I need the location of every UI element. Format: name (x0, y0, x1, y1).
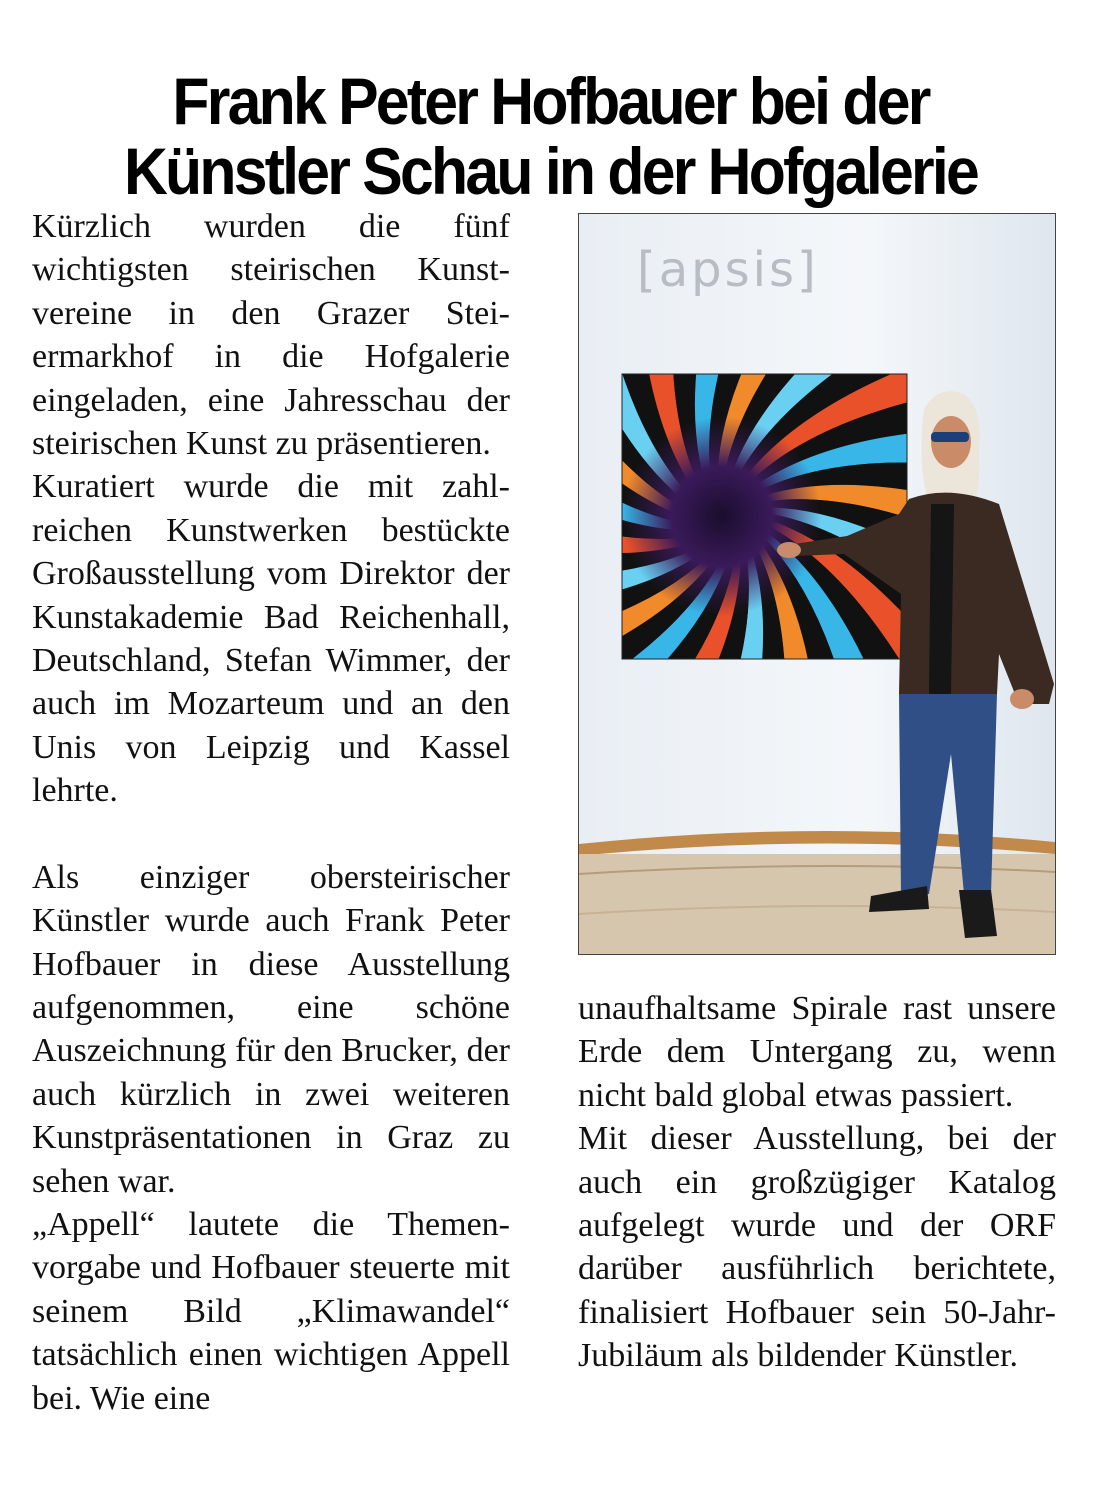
paragraph-catalog: Mit dieser Ausstellung, bei der auch ein großzügiger Katalog aufgelegt wurde und der ORF darüber ausführlich berichtete, finalisiert Hofbauer sein 50-Jahr-Jubiläum als bildender Künstler. (578, 1120, 1056, 1375)
photo-illustration (579, 214, 1055, 954)
paragraph-appell: „Appell“ lautete die Themenvorgabe und Hofbauer steuerte mit seinem Bild „Klimawandel“ tatsächlich einen wichtigen Appell bei. Wie eine (32, 1205, 510, 1417)
paragraph-curator: Kuratiert wurde die mit zahlreichen Kunstwerken bestückte Großausstellung vom Direktor der Kunstakademie Bad Reichenhall, Deutschland, Stefan Wimmer, der auch im Mozarteum und an den Unis von Leipzig und Kassel lehrte. (32, 468, 510, 810)
wall-sign: [apsis] (637, 242, 819, 298)
paragraph-spiral: unaufhaltsame Spirale rast unsere Erde dem Untergang zu, wenn nicht bald global etwas passiert. (578, 990, 1056, 1114)
left-text-column (32, 205, 510, 1420)
headline-line-1: Frank Peter Hofbauer bei der (172, 64, 929, 139)
paragraph-gap (32, 813, 510, 856)
paragraph-artist: Als einziger obersteirischer Künstler wurde auch Frank Peter Hofbauer in diese Ausstellung aufgenommen, eine schöne Auszeichnung für den Brucker, der auch kürzlich in zwei weiteren Kunstpräsentationen in Graz zu sehen war. (32, 858, 510, 1200)
article-headline (44, 64, 1057, 209)
right-text-column (578, 987, 1056, 1378)
article-photo (578, 213, 1056, 955)
paragraph-intro: Kürzlich wurden die fünf wichtigsten steirischen Kunstvereine in den Grazer Steiermarkhof in die Hofgalerie eingeladen, eine Jahresschau der steirischen Kunst zu präsentieren. (32, 208, 510, 463)
headline-line-2: Künstler Schau in der Hofgalerie (123, 134, 978, 209)
